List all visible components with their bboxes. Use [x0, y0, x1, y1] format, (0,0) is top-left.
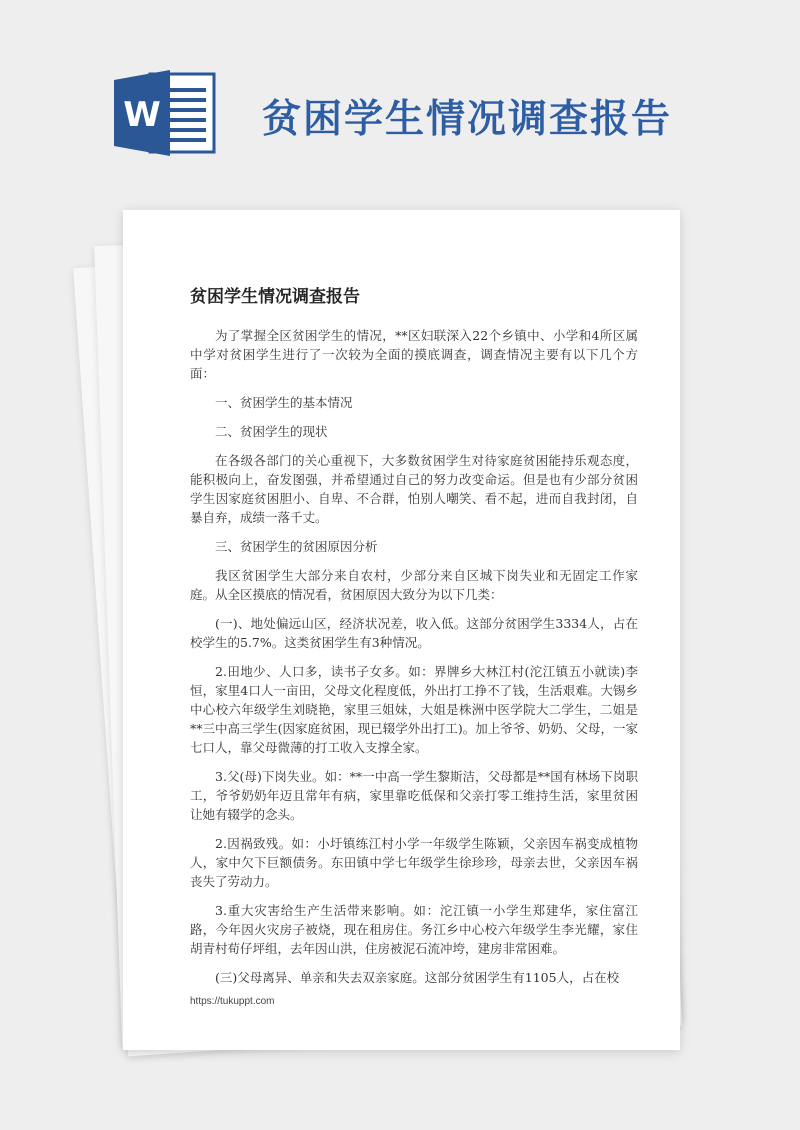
- paragraph: (三)父母离异、单亲和失去双亲家庭。这部分贫困学生有1105人，占在校: [215, 970, 620, 985]
- paragraph-intro: 为了掌握全区贫困学生的情况，**区妇联深入22个乡镇中、小学和4所区属中学对贫困学生进行了一次较为全面的摸底调查，调查情况主要有以下几个方面：: [190, 328, 638, 381]
- paragraph: 2.因祸致残。如：小圩镇练江村小学一年级学生陈颖，父亲因车祸变成植物人，家中欠下巨额债务。东田镇中学七年级学生徐珍珍，母亲去世，父亲因车祸丧失了劳动力。: [190, 836, 638, 889]
- section-heading: 二、贫困学生的现状: [215, 424, 328, 439]
- paragraph: (一)、地处偏远山区，经济状况差，收入低。这部分贫困学生3334人，占在校学生的5.7%。这类贫困学生有3种情况。: [190, 616, 638, 650]
- paragraph: 在各级各部门的关心重视下，大多数贫困学生对待家庭贫困能持乐观态度，能积极向上，奋发图强，并希望通过自己的努力改变命运。但是也有少部分贫困学生因家庭贫困胆小、自卑、不合群，怕别人嘲笑、看不起，进而自我封闭，自暴自弃，成绩一落千丈。: [190, 453, 638, 525]
- paragraph: 3.重大灾害给生产生活带来影响。如：沱江镇一小学生郑建华，家住富江路，今年因火灾房子被烧，现在租房住。务江乡中心校六年级学生李光耀，家住胡青村荀仔坪组，去年因山洪，住房被泥石流冲垮，建房非常困难。: [190, 903, 638, 956]
- document-title: 贫困学生情况调查报告: [190, 287, 360, 307]
- document-body: [190, 326, 638, 997]
- header-title: 贫困学生情况调查报告: [262, 97, 673, 142]
- page-header: [0, 0, 800, 200]
- paragraph: 3.父(母)下岗失业。如：**一中高一学生黎斯洁，父母都是**国有林场下岗职工，爷爷奶奶年迈且常年有病，家里靠吃低保和父亲打零工维持生活，家里贫困让她有辍学的念头。: [190, 769, 638, 822]
- svg-text:W: W: [123, 95, 161, 135]
- section-heading: 一、贫困学生的基本情况: [215, 395, 353, 410]
- footer-url: https://tukuppt.com: [190, 996, 275, 1007]
- document-page: [123, 210, 680, 1050]
- section-heading: 三、贫困学生的贫困原因分析: [215, 539, 378, 554]
- paragraph: 2.田地少、人口多，读书子女多。如：界牌乡大林江村(沱江镇五小就读)李恒，家里4口人一亩田，父母文化程度低，外出打工挣不了钱，生活艰难。大锡乡中心校六年级学生刘晓艳，家里三姐妹，大姐是株洲中医学院大二学生，二姐是**三中高三学生(因家庭贫困，现已辍学外出打工)。加上爷爷、奶奶、父母，一家七口人，靠父母微薄的打工收入支撑全家。: [190, 664, 638, 755]
- word-document-icon: [112, 68, 218, 158]
- paragraph: 我区贫困学生大部分来自农村，少部分来自区城下岗失业和无固定工作家庭。从全区摸底的情况看，贫困原因大致分为以下几类：: [190, 568, 638, 602]
